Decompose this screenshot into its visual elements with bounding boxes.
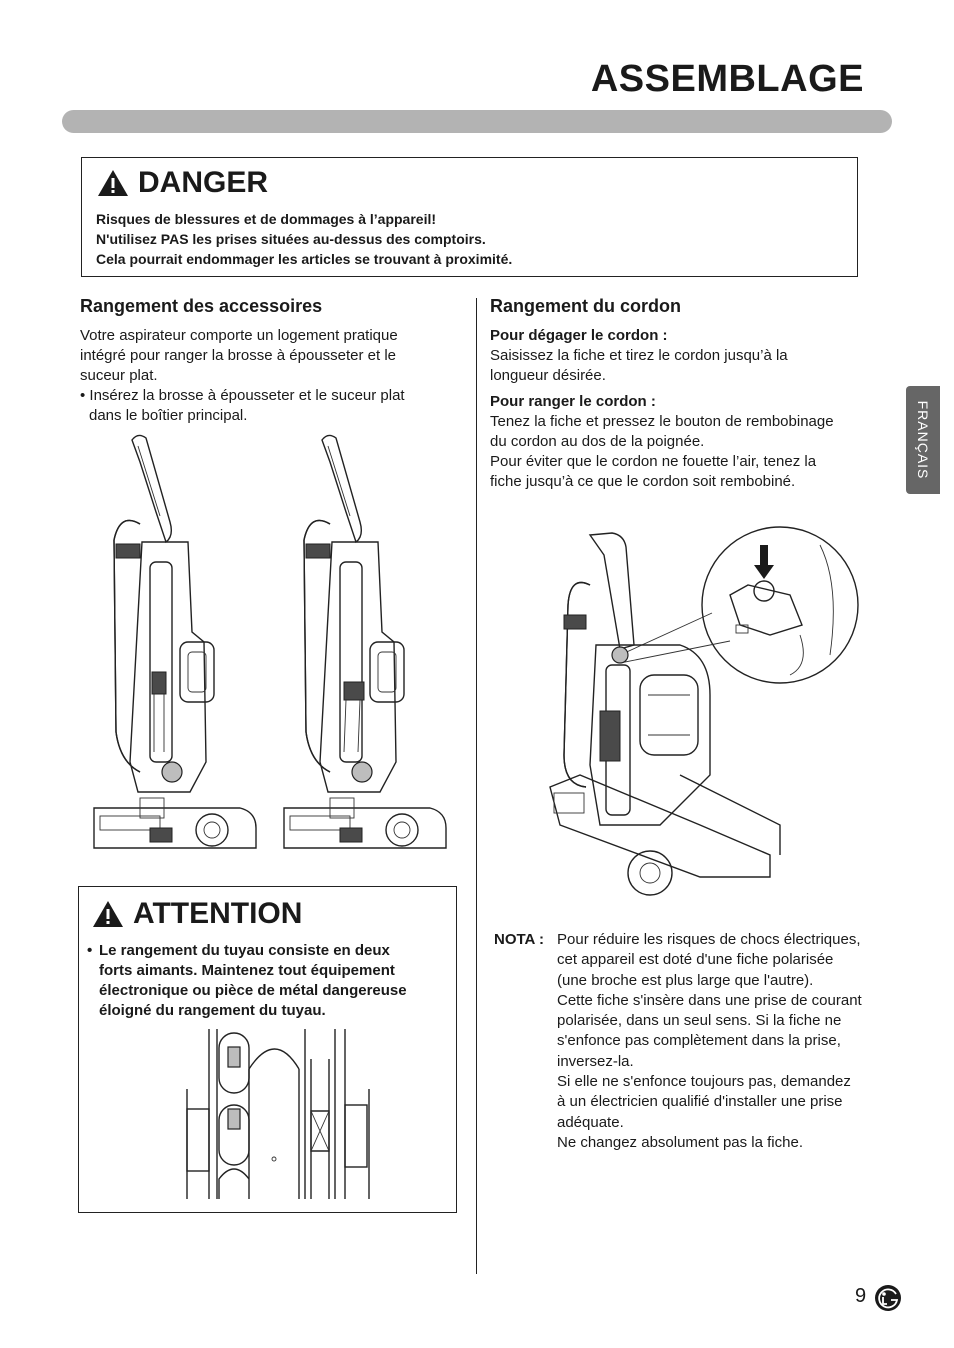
nota-label: NOTA : <box>494 931 544 948</box>
attention-text <box>87 941 447 1021</box>
text-line: intégré pour ranger la brosse à épousseter et le <box>80 347 397 364</box>
text-line: Pour éviter que le cordon ne fouette l’air, tenez la <box>490 453 817 470</box>
attention-box <box>78 886 457 1213</box>
title-bar <box>62 110 892 133</box>
danger-heading <box>96 166 268 200</box>
cord-section-title: Rangement du cordon <box>490 296 682 316</box>
language-tab <box>906 386 940 494</box>
vacuum-accessory-illustration <box>80 432 460 862</box>
language-tab-label: FRANÇAIS <box>915 400 931 480</box>
text-line: Le rangement du tuyau consiste en deux <box>99 942 390 959</box>
text-line: éloigné du rangement du tuyau. <box>99 1002 326 1019</box>
danger-text <box>96 209 512 269</box>
text-line: Tenez la fiche et pressez le bouton de rembobinage <box>490 413 834 430</box>
warning-triangle-icon <box>91 899 125 929</box>
text-line: s'enfonce pas complètement dans la prise, <box>557 1032 841 1050</box>
store-cord-label: Pour ranger le cordon : <box>490 393 656 410</box>
page-title: ASSEMBLAGE <box>590 58 864 100</box>
text-line: à un électricien qualifié d'installer une prise <box>557 1093 843 1111</box>
bullet: • <box>87 942 93 959</box>
text-line: du cordon au dos de la poignée. <box>490 433 705 450</box>
warning-triangle-icon <box>96 168 130 198</box>
text-line: • Insérez la brosse à épousseter et le suceur plat <box>80 387 405 404</box>
text-line: inversez-la. <box>557 1052 634 1070</box>
text-line: fiche jusqu’à ce que le cordon soit rembobiné. <box>490 473 796 490</box>
attention-heading <box>91 897 302 931</box>
arrow-down-icon <box>754 545 774 579</box>
accessories-text <box>80 326 460 426</box>
danger-line: Cela pourrait endommager les articles se trouvant à proximité. <box>96 251 513 267</box>
text-line: adéquate. <box>557 1113 624 1131</box>
nota-block <box>494 930 899 1153</box>
accessories-section-title: Rangement des accessoires <box>80 296 323 316</box>
danger-heading-text: DANGER <box>138 166 269 199</box>
danger-line: Risques de blessures et de dommages à l’appareil! <box>96 211 437 227</box>
text-line: électronique ou pièce de métal dangereuse <box>99 982 407 999</box>
text-line: forts aimants. Maintenez tout équipement <box>99 962 395 979</box>
text-line: Saisissez la fiche et tirez le cordon jusqu’à la <box>490 347 788 364</box>
text-line: Pour réduire les risques de chocs électriques, <box>557 931 861 948</box>
text-line: longueur désirée. <box>490 367 606 384</box>
danger-box <box>81 157 858 277</box>
cord-text <box>490 326 890 492</box>
page-number: 9 <box>855 1285 867 1307</box>
text-line: cet appareil est doté d'une fiche polarisée <box>557 951 834 969</box>
text-line: suceur plat. <box>80 367 158 384</box>
text-line: Cette fiche s'insère dans une prise de courant <box>557 991 862 1009</box>
text-line: polarisée, dans un seul sens. Si la fiche ne <box>557 1012 842 1030</box>
danger-line: N'utilisez PAS les prises situées au-dessus des comptoirs. <box>96 231 486 247</box>
column-divider <box>476 298 477 1274</box>
text-line: Ne changez absolument pas la fiche. <box>557 1133 803 1151</box>
cord-rewind-illustration <box>540 525 870 920</box>
hose-storage-illustration <box>179 1029 379 1201</box>
text-line: dans le boîtier principal. <box>89 407 248 424</box>
vacuum-illustration-left <box>94 435 256 848</box>
nota-text <box>557 930 862 1153</box>
text-line: Si elle ne s'enfonce toujours pas, demandez <box>557 1073 851 1091</box>
vacuum-illustration-right <box>284 435 446 848</box>
attention-heading-text: ATTENTION <box>133 897 303 930</box>
text-line: Votre aspirateur comporte un logement pratique <box>80 327 398 344</box>
lg-logo-icon <box>874 1284 902 1312</box>
text-line: (une broche est plus large que l'autre). <box>557 971 814 989</box>
release-cord-label: Pour dégager le cordon : <box>490 327 668 344</box>
